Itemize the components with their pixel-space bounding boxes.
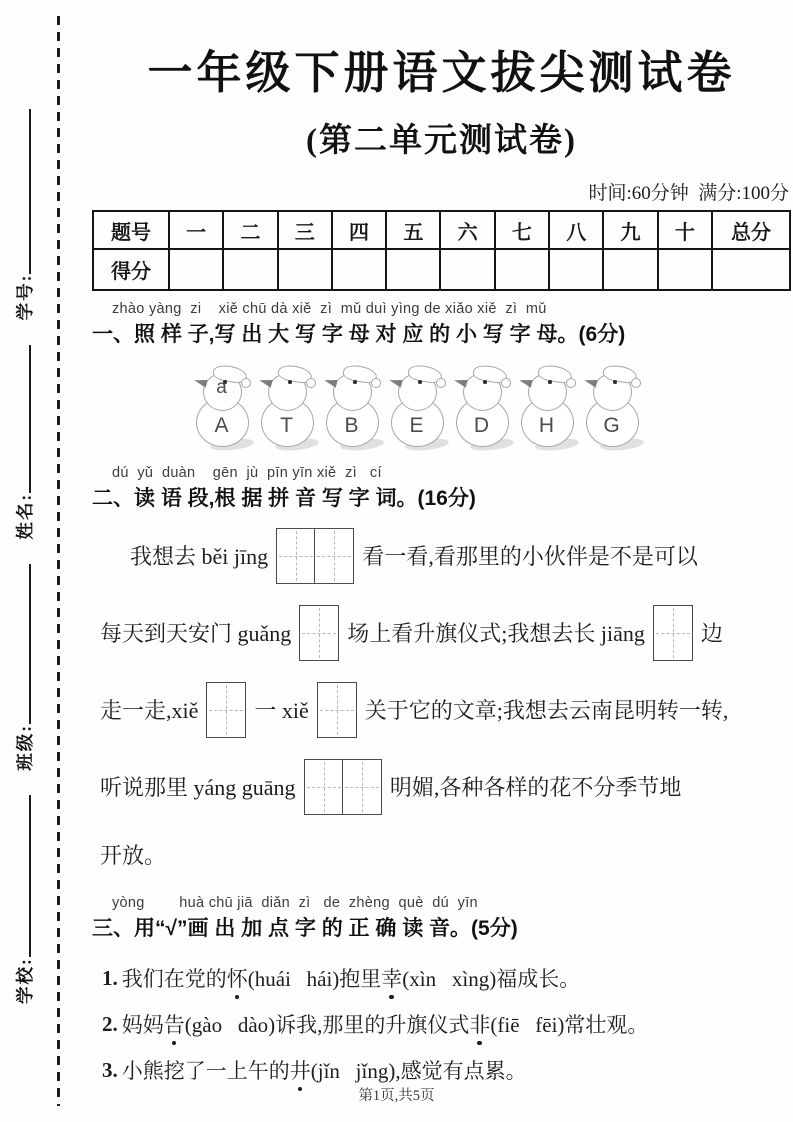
score-table	[92, 210, 791, 291]
tianzige-cell[interactable]	[653, 605, 693, 661]
passage-line-1	[92, 517, 791, 594]
score-table-header: 题号	[93, 211, 169, 249]
tianzige-cell[interactable]	[342, 759, 382, 815]
seal-dashed-line	[57, 16, 60, 1106]
score-cell[interactable]	[332, 249, 386, 290]
snowman	[194, 363, 252, 451]
dotted-character: 井	[290, 1055, 311, 1085]
score-cell[interactable]	[223, 249, 277, 290]
lowercase-answer[interactable]: a	[216, 377, 227, 398]
passage-text: 每天到天安门 guǎng	[100, 621, 292, 646]
pinyin-choice[interactable]: (gào dào)诉我,那里的升旗仪式	[184, 1013, 470, 1037]
name-blank[interactable]	[27, 345, 31, 493]
score-cell[interactable]	[495, 249, 549, 290]
uppercase-letter: T	[280, 414, 293, 437]
writing-box-double	[304, 759, 382, 815]
uppercase-letter: G	[603, 414, 620, 437]
lowercase-answer[interactable]	[333, 377, 370, 405]
passage-text: 明媚,各种各样的花不分季节地	[389, 775, 682, 800]
snowman-hat-pom	[501, 378, 511, 388]
passage-line-2	[92, 594, 791, 671]
item-number: 3.	[102, 1057, 118, 1082]
snowman-hat-pom	[371, 378, 381, 388]
name-field	[12, 345, 37, 540]
score-row	[93, 249, 790, 290]
col-9: 九	[603, 211, 657, 249]
q3-items	[102, 955, 791, 1093]
lowercase-answer[interactable]	[463, 377, 500, 405]
paper-subtitle: (第二单元测试卷)	[306, 123, 577, 159]
col-10: 十	[658, 211, 712, 249]
school-field	[12, 795, 37, 1004]
name-label: 姓名:	[15, 492, 35, 540]
snowman-hat-pom	[241, 378, 251, 388]
dotted-character: 告	[164, 1009, 185, 1039]
col-4: 四	[332, 211, 386, 249]
snowman	[584, 363, 642, 451]
time-fullmark-info: 时间:60分钟 满分:100分	[588, 183, 789, 204]
snowman	[519, 363, 577, 451]
q3-pinyin: yòng huà chū jiā diǎn zì de zhèng què dú yīn	[112, 895, 478, 911]
class-blank[interactable]	[27, 564, 31, 724]
snowman-hat-pom	[306, 378, 316, 388]
uppercase-letter: D	[473, 414, 490, 437]
passage-text: 关于它的文章;我想去云南昆明转一转,	[364, 698, 729, 723]
passage-line-4	[92, 748, 791, 825]
item-number: 1.	[102, 965, 118, 990]
snowman-hat-pom	[631, 378, 641, 388]
item-text: 妈妈	[121, 1013, 164, 1037]
pinyin-choice[interactable]: (huái hái)抱里	[247, 967, 382, 991]
item-text: 我们在党的	[121, 967, 227, 991]
col-2: 二	[223, 211, 277, 249]
score-cell[interactable]	[603, 249, 657, 290]
q1-pinyin: zhào yàng zi xiě chū dà xiě zì mǔ duì yìng de xiǎo xiě zì mǔ	[112, 301, 547, 317]
passage-text: 看一看,看那里的小伙伴是不是可以	[362, 544, 698, 569]
seal-info-column	[12, 74, 39, 1004]
score-cell[interactable]	[169, 249, 223, 290]
snowman-hat-pom	[436, 378, 446, 388]
page-number: 第1页,共5页	[358, 1088, 435, 1104]
student-number-blank[interactable]	[27, 109, 31, 274]
tianzige-cell[interactable]	[317, 682, 357, 738]
paper-title: 一年级下册语文拔尖测试卷	[147, 48, 736, 98]
col-8: 八	[549, 211, 603, 249]
snowman	[454, 363, 512, 451]
paper-content	[92, 0, 791, 1093]
q2-passage	[92, 517, 791, 883]
uppercase-letter: H	[538, 414, 555, 437]
tianzige-cell[interactable]	[314, 528, 354, 584]
lowercase-answer[interactable]	[528, 377, 565, 405]
passage-line-5	[92, 825, 791, 883]
lowercase-answer[interactable]	[268, 377, 305, 405]
score-cell[interactable]	[712, 249, 790, 290]
dotted-character: 幸	[381, 963, 402, 993]
col-6: 六	[440, 211, 494, 249]
passage-line-3	[92, 671, 791, 748]
uppercase-letter: E	[409, 414, 424, 437]
pinyin-choice[interactable]: (fiē fēi)常壮观。	[490, 1013, 649, 1037]
score-cell[interactable]	[440, 249, 494, 290]
tianzige-cell[interactable]	[206, 682, 246, 738]
tianzige-cell[interactable]	[299, 605, 339, 661]
passage-text: 边	[700, 621, 723, 646]
snowman-hat-pom	[566, 378, 576, 388]
uppercase-letter: A	[214, 414, 229, 437]
passage-text: 我想去 běi jīng	[130, 544, 269, 569]
q3-heading: 三、用“√”画 出 加 点 字 的 正 确 读 音。(5分)	[92, 917, 518, 940]
tianzige-cell[interactable]	[304, 759, 344, 815]
school-label: 学校:	[15, 957, 35, 1004]
q1-heading: 一、照 样 子,写 出 大 写 字 母 对 应 的 小 写 字 母。(6分)	[92, 323, 626, 346]
score-row-label: 得分	[93, 249, 169, 290]
item-text: 小熊挖了一上午的	[121, 1059, 290, 1083]
col-5: 五	[386, 211, 440, 249]
pinyin-choice[interactable]: (xìn xìng)福成长。	[402, 967, 581, 991]
class-label: 班级:	[15, 723, 35, 771]
item-number: 2.	[102, 1011, 118, 1036]
uppercase-letter: B	[344, 414, 359, 437]
dotted-character: 怀	[227, 963, 248, 993]
student-number-field	[12, 109, 37, 321]
writing-box-single	[299, 605, 339, 661]
score-cell[interactable]	[549, 249, 603, 290]
passage-text: 场上看升旗仪式;我想去长 jiāng	[347, 621, 645, 646]
writing-box-single	[317, 682, 357, 738]
passage-text: 走一走,xiě	[100, 698, 199, 723]
school-blank[interactable]	[27, 795, 31, 957]
snowmen-row	[194, 363, 791, 451]
score-cell[interactable]	[658, 249, 712, 290]
passage-text: 听说那里 yáng guāng	[100, 775, 296, 800]
pinyin-choice[interactable]: (jǐn jǐng),感觉有点累。	[310, 1059, 527, 1083]
snowman	[259, 363, 317, 451]
score-cell[interactable]	[386, 249, 440, 290]
q2-pinyin: dú yǔ duàn gēn jù pīn yīn xiě zì cí	[112, 465, 382, 481]
q2-heading: 二、读 语 段,根 据 拼 音 写 字 词。(16分)	[92, 487, 476, 510]
lowercase-answer[interactable]	[398, 377, 435, 405]
col-7: 七	[495, 211, 549, 249]
q3-item-1	[102, 955, 791, 1001]
writing-box-single	[206, 682, 246, 738]
question-number-row	[93, 211, 790, 249]
snowman	[389, 363, 447, 451]
tianzige-cell[interactable]	[276, 528, 316, 584]
class-field	[12, 564, 37, 771]
col-3: 三	[278, 211, 332, 249]
col-total: 总分	[712, 211, 790, 249]
q3-item-2	[102, 1001, 791, 1047]
passage-text: 开放。	[100, 842, 167, 868]
writing-box-single	[653, 605, 693, 661]
student-number-label: 学号:	[15, 273, 35, 321]
passage-text: 一 xiě	[254, 698, 309, 723]
dotted-character: 非	[469, 1009, 490, 1039]
snowman	[324, 363, 382, 451]
score-cell[interactable]	[278, 249, 332, 290]
col-1: 一	[169, 211, 223, 249]
lowercase-answer[interactable]	[593, 377, 630, 405]
writing-box-double	[276, 528, 354, 584]
